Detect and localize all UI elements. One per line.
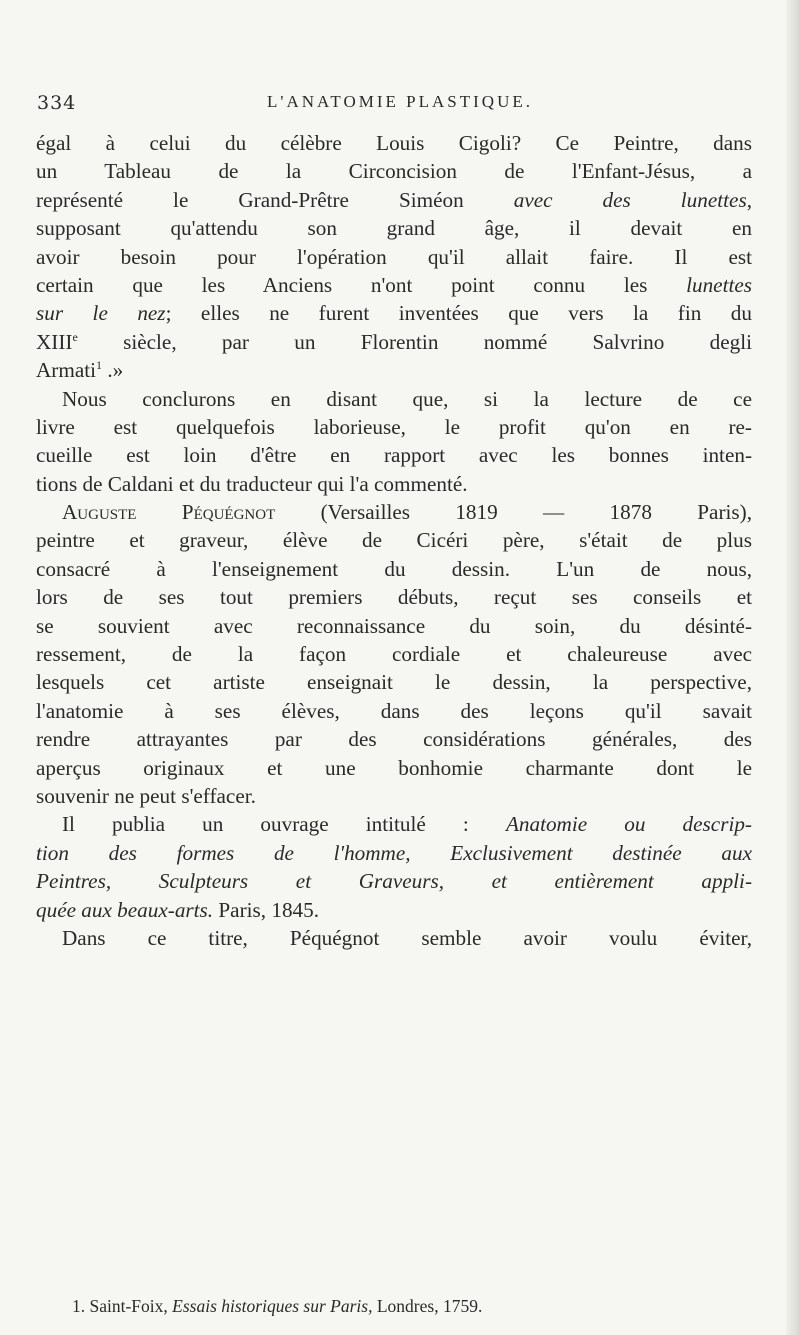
text-line: certain que les Anciens n'ont point connu les lunettes	[36, 272, 752, 297]
text-line: lesquels cet artiste enseignait le dessin, la perspective,	[36, 670, 752, 695]
footnote-ref: 1	[96, 358, 103, 373]
text-line: se souvient avec reconnaissance du soin, du désinté-	[36, 613, 752, 638]
text-line: Peintres, Sculpteurs et Graveurs, et entièrement appli-	[36, 869, 752, 894]
text-line: livre est quelquefois laborieuse, le profit qu'on en re-	[36, 414, 752, 439]
text-line: Il publia un ouvrage intitulé : Anatomie ou descrip-	[62, 812, 752, 837]
page-header	[0, 74, 800, 114]
text-line: aperçus originaux et une bonhomie charmante dont le	[36, 755, 752, 780]
footnote-rest: Londres, 1759.	[376, 1296, 483, 1316]
text-line: ressement, de la façon cordiale et chaleureuse avec	[36, 642, 752, 667]
body-text	[36, 129, 752, 952]
text-line: peintre et graveur, élève de Cicéri père, s'était de plus	[36, 528, 752, 553]
text-line: quée aux beaux-arts. Paris, 1845.	[36, 897, 320, 922]
footnote-author: Saint-Foix,	[89, 1296, 168, 1316]
footnote	[72, 1296, 752, 1317]
text-line: sur le nez; elles ne furent inventées que vers la fin du	[36, 301, 752, 326]
text-line: consacré à l'enseignement du dessin. L'un de nous,	[36, 556, 752, 581]
text-line: tion des formes de l'homme, Exclusivement destinée aux	[36, 840, 752, 865]
text-line: supposant qu'attendu son grand âge, il devait en	[36, 216, 752, 241]
running-head: L'ANATOMIE PLASTIQUE.	[267, 92, 533, 111]
text-line: égal à celui du célèbre Louis Cigoli? Ce Peintre, dans	[36, 131, 752, 155]
text-line: tions de Caldani et du traducteur qui l'a commenté.	[36, 471, 468, 496]
text-line: Nous conclurons en disant que, si la lecture de ce	[62, 386, 752, 411]
text-line: rendre attrayantes par des considérations générales, des	[36, 727, 752, 752]
footnote-number: 1.	[72, 1296, 86, 1316]
text-line: souvenir ne peut s'effacer.	[36, 783, 256, 808]
text-line: XIIIe siècle, par un Florentin nommé Salvrino degli	[36, 329, 752, 354]
text-line: avoir besoin pour l'opération qu'il allait faire. Il est	[36, 244, 752, 269]
page-number: 334	[37, 92, 77, 114]
text-line: Auguste Péquégnot (Versailles 1819 — 1878 Paris),	[62, 500, 752, 525]
text-line: un Tableau de la Circoncision de l'Enfant-Jésus, a	[36, 159, 752, 184]
text-line: cueille est loin d'être en rapport avec les bonnes inten-	[36, 443, 752, 468]
footnote-title: Essais historiques sur Paris,	[172, 1296, 373, 1316]
text-line: Armati$^1$ .»	[36, 358, 124, 383]
text-line: l'anatomie à ses élèves, dans des leçons qu'il savait	[36, 698, 752, 723]
text-line: représenté le Grand-Prêtre Siméon avec des lunettes,	[36, 187, 752, 212]
text-line: Dans ce titre, Péquégnot semble avoir voulu éviter,	[62, 925, 752, 950]
page-edge-shadow	[786, 0, 800, 1335]
text-line: lors de ses tout premiers débuts, reçut ses conseils et	[36, 585, 752, 610]
